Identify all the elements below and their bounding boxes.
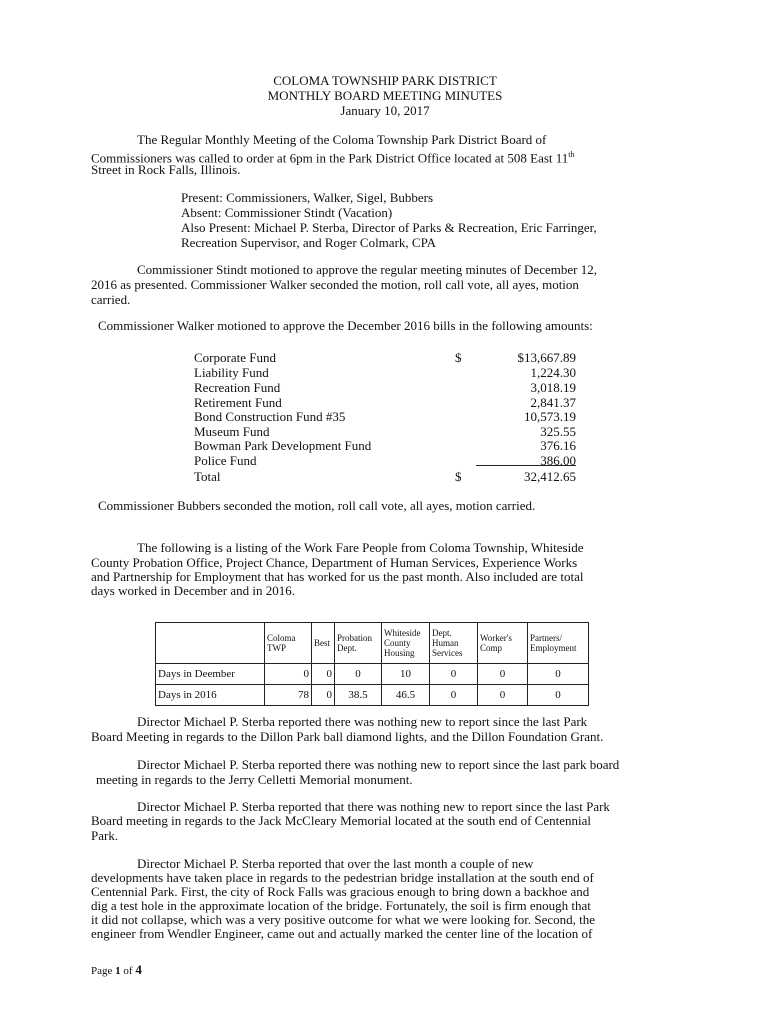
page-footer <box>91 962 142 978</box>
page-total: 4 <box>135 962 142 977</box>
report3-line-2: Board meeting in regards to the Jack McCleary Memorial located at the south end of Centennial <box>91 813 591 828</box>
workfare-line-1: The following is a listing of the Work Fare People from Coloma Township, Whiteside <box>137 540 584 555</box>
minutes-motion-1: Commissioner Stindt motioned to approve the regular meeting minutes of December 12, <box>137 262 597 277</box>
report1-line-2: Board Meeting in regards to the Dillon Park ball diamond lights, and the Dillon Foundation Grant. <box>91 729 604 744</box>
fund-name: Recreation Fund <box>194 380 281 395</box>
table-cell: 0 <box>478 685 528 706</box>
intro-line-3: Street in Rock Falls, Illinois. <box>91 162 241 177</box>
table-header-cell: Partners/ Employment <box>528 623 589 664</box>
table-header-cell: Dept. Human Services <box>430 623 478 664</box>
workfare-line-4: days worked in December and in 2016. <box>91 583 295 598</box>
minutes-motion-2: 2016 as presented. Commissioner Walker seconded the motion, roll call vote, all ayes, motion <box>91 277 579 292</box>
fund-name: Corporate Fund <box>194 350 276 365</box>
fund-amount: 325.55 <box>540 424 576 439</box>
table-cell: 0 <box>430 664 478 685</box>
seconded-motion: Commissioner Bubbers seconded the motion, roll call vote, all ayes, motion carried. <box>98 498 536 513</box>
fund-total-currency: $ <box>455 469 462 484</box>
fund-amount: 2,841.37 <box>530 395 576 410</box>
fund-name: Police Fund <box>194 453 257 468</box>
table-row-label: Days in Deember <box>156 664 265 685</box>
fund-name: Bond Construction Fund #35 <box>194 409 346 424</box>
table-header-cell: Whiteside County Housing <box>382 623 430 664</box>
table-cell: 46.5 <box>382 685 430 706</box>
intro-line-2-text: Commissioners was called to order at 6pm in the Park District Office located at 508 East 11 <box>91 150 569 166</box>
doc-title: MONTHLY BOARD MEETING MINUTES <box>267 88 503 103</box>
report4-line-5: it did not collapse, which was a very positive outcome for what we were looking for. Second, the <box>91 912 595 927</box>
table-cell: 0 <box>265 664 312 685</box>
total-rule <box>476 465 576 466</box>
fund-name: Liability Fund <box>194 365 269 380</box>
table-cell: 78 <box>265 685 312 706</box>
fund-name: Retirement Fund <box>194 395 282 410</box>
fund-amount: 386.00 <box>540 453 576 468</box>
fund-name: Bowman Park Development Fund <box>194 438 372 453</box>
table-cell: 0 <box>312 664 335 685</box>
table-row-label: Days in 2016 <box>156 685 265 706</box>
intro-line-1: The Regular Monthly Meeting of the Coloma Township Park District Board of <box>137 132 547 147</box>
workfare-table <box>155 622 589 706</box>
fund-currency: $ <box>455 350 462 365</box>
table-cell: 0 <box>528 685 589 706</box>
report4-line-2: developments have taken place in regards to the pedestrian bridge installation at the south end of <box>91 870 594 885</box>
table-row <box>156 685 589 706</box>
fund-total-amount: 32,412.65 <box>524 469 576 484</box>
report2-line-2: meeting in regards to the Jerry Celletti Memorial monument. <box>96 772 413 787</box>
org-title: COLOMA TOWNSHIP PARK DISTRICT <box>273 73 497 88</box>
table-header-row <box>156 623 589 664</box>
header <box>0 73 770 118</box>
intro-superscript: th <box>568 150 575 159</box>
report4-line-1: Director Michael P. Sterba reported that over the last month a couple of new <box>137 856 534 871</box>
meeting-date: January 10, 2017 <box>340 103 430 118</box>
report3-line-1: Director Michael P. Sterba reported that there was nothing new to report since the last Park <box>137 799 610 814</box>
table-header-cell: Best <box>312 623 335 664</box>
table-row <box>156 664 589 685</box>
page-label: Page <box>91 965 113 977</box>
attendance-absent: Absent: Commissioner Stindt (Vacation) <box>181 205 393 220</box>
table-cell: 0 <box>528 664 589 685</box>
report4-line-3: Centennial Park. First, the city of Rock Falls was gracious enough to bring down a backhoe and <box>91 884 590 899</box>
attendance-present: Present: Commissioners, Walker, Sigel, Bubbers <box>181 190 434 205</box>
fund-total-label: Total <box>194 469 221 484</box>
report1-line-1: Director Michael P. Sterba reported there was nothing new to report since the last Park <box>137 714 588 729</box>
table-header-cell: Worker's Comp <box>478 623 528 664</box>
workfare-line-2: County Probation Office, Project Chance, Department of Human Services, Experience Works <box>91 555 578 570</box>
bills-motion: Commissioner Walker motioned to approve the December 2016 bills in the following amounts: <box>98 318 593 333</box>
report4-line-6: engineer from Wendler Engineer, came out and actually marked the center line of the location of <box>91 926 593 941</box>
report2-line-1: Director Michael P. Sterba reported there was nothing new to report since the last park board <box>137 757 620 772</box>
attendance-also-2: Recreation Supervisor, and Roger Colmark, CPA <box>181 235 436 250</box>
minutes-motion-3: carried. <box>91 292 131 307</box>
attendance-also-1: Also Present: Michael P. Sterba, Director of Parks & Recreation, Eric Farringer, <box>181 220 597 235</box>
table-cell: 0 <box>478 664 528 685</box>
table-header-cell <box>156 623 265 664</box>
page-of: of <box>123 965 133 977</box>
fund-name: Museum Fund <box>194 424 270 439</box>
table-header-cell: Coloma TWP <box>265 623 312 664</box>
table-cell: 10 <box>382 664 430 685</box>
fund-amount: 10,573.19 <box>524 409 576 424</box>
workfare-line-3: and Partnership for Employment that has worked for us the past month. Also included are total <box>91 569 584 584</box>
table-cell: 0 <box>312 685 335 706</box>
table-cell: 38.5 <box>335 685 382 706</box>
report3-line-3: Park. <box>91 828 119 843</box>
table-header-cell: Probation Dept. <box>335 623 382 664</box>
fund-amount: 3,018.19 <box>530 380 576 395</box>
fund-amount: 1,224.30 <box>530 365 576 380</box>
fund-amount: 376.16 <box>540 438 576 453</box>
fund-amount: $13,667.89 <box>517 350 576 365</box>
report4-line-4: dig a test hole in the approximate location of the bridge. Fortunately, the soil is firm enough that <box>91 898 591 913</box>
page-number: 1 <box>115 965 121 977</box>
table-cell: 0 <box>430 685 478 706</box>
table-cell: 0 <box>335 664 382 685</box>
